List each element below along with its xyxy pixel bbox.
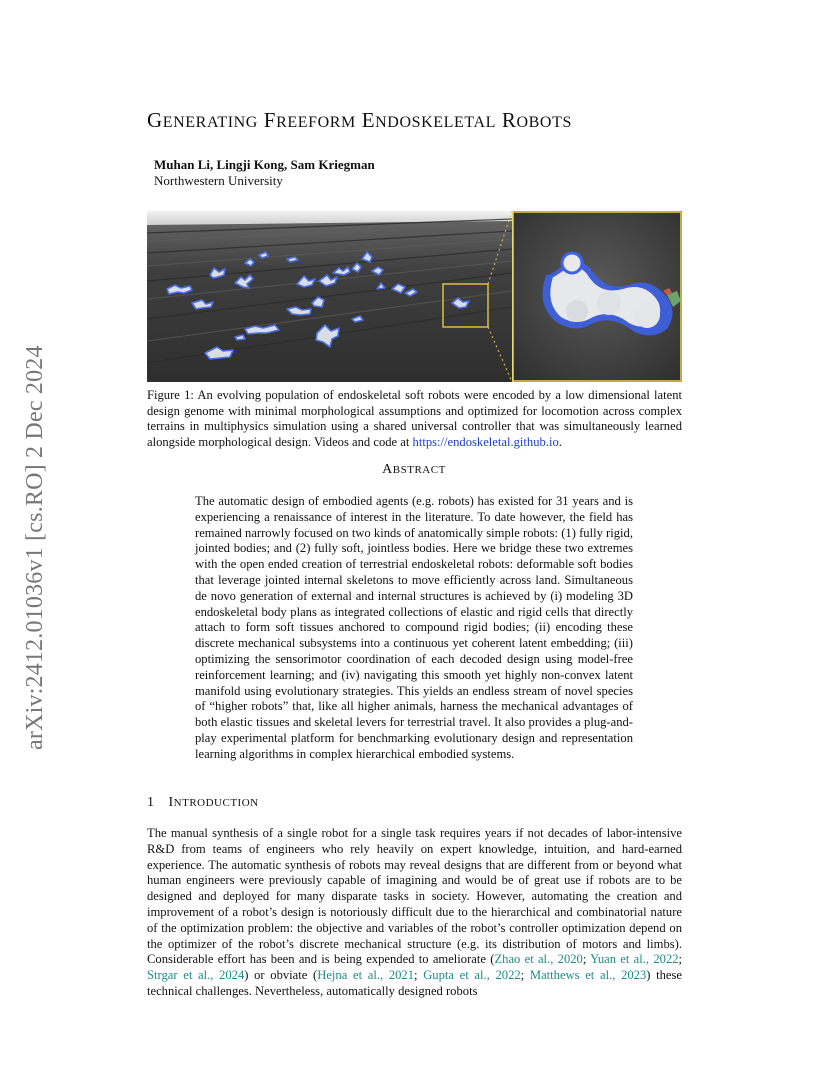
project-link[interactable]: https://endoskeletal.github.io [412, 434, 559, 449]
introduction-body: The manual synthesis of a single robot for a single task requires years if not decades of labor-intensive R&D from teams of engineers who rely heavily on expert knowledge, intuition, and hard-earned experience. The automatic synthesis of robots may reveal designs that are different from or beyond what human engineers were previously capable of imagining and would be of great use if robots are to be designed and deployed for many disparate tasks in society. However, automating the creation and improvement of a robot’s design is notoriously difficult due to the hierarchical and combinatorial nature of the optimization problem: the objective and variables of the robot’s controller optimization depend on the optimizer of the robot’s discrete mechanical structure (e.g. its distribution of motors and limbs). Considerable effort has been and is being expended to ameliorate (Zhao et al., 2020; Yuan et al., 2022; Strgar et al., 2024) or obviate (Hejna et al., 2021; Gupta et al., 2022; Matthews et al., 2023) these technical challenges. Nevertheless, automatically designed robots [147, 826, 683, 998]
citation-link[interactable]: Yuan et al., 2022 [590, 952, 679, 967]
affiliation: Northwestern University [154, 173, 283, 188]
arxiv-identifier [22, 290, 52, 750]
paper-title: GENERATING FREEFORM ENDOSKELETAL ROBOTS [147, 108, 572, 132]
abstract-heading: ABSTRACT [382, 462, 446, 477]
figure-1-image [147, 211, 682, 382]
citation-link[interactable]: Strgar et al., 2024 [147, 968, 245, 983]
citation-link[interactable]: Gupta et al., 2022 [423, 968, 521, 983]
citation-link[interactable]: Zhao et al., 2020 [494, 952, 583, 967]
authors: Muhan Li, Lingji Kong, Sam Kriegman [154, 157, 375, 172]
section-heading-introduction: 1 INTRODUCTION [147, 795, 259, 810]
citation-link[interactable]: Matthews et al., 2023 [529, 968, 647, 983]
arxiv-identifier-text: arXiv:2412.01036v1 [cs.RO] 2 Dec 2024 [22, 345, 48, 750]
figure-caption: Figure 1: An evolving population of endoskeletal soft robots were encoded by a low dimensional latent design genome with minimal morphological assumptions and optimized for locomotion across complex terrains in multiphysics simulation using a shared universal controller that was simultaneously learned alongside morphological design. Videos and code at https://endoskeletal.github.io. [147, 388, 682, 449]
abstract-body: The automatic design of embodied agents (e.g. robots) has existed for 31 years and is experiencing a renaissance of interest in the literature. To date however, the field has remained narrowly focused on two kinds of anatomically simple robots: (1) fully rigid, jointed bodies; and (2) fully soft, jointless bodies. Here we bridge these two extremes with the open ended creation of terrestrial endoskeletal robots: deformable soft bodies that leverage jointed internal skeletons to move efficiently across land. Simultaneous de novo generation of external and internal structures is achieved by (i) modeling 3D endoskeletal body plans as integrated collections of elastic and rigid cells that directly attach to form soft tissues anchored to compound rigid bodies; (ii) encoding these discrete mechanical subsystems into a continuous yet coherent latent embedding; (iii) optimizing the sensorimotor coordination of each decoded design using model-free reinforcement learning; and (iv) navigating this smooth yet highly non-convex latent manifold using evolutionary strategies. This yields an endless stream of novel species of “higher robots” that, like all higher animals, harness the mechanical advantages of both elastic tissues and skeletal levers for terrestrial travel. It also provides a plug-and-play experimental platform for benchmarking evolutionary design and representation learning algorithms in complex hierarchical embodied systems. [195, 494, 633, 761]
citation-link[interactable]: Hejna et al., 2021 [317, 968, 415, 983]
